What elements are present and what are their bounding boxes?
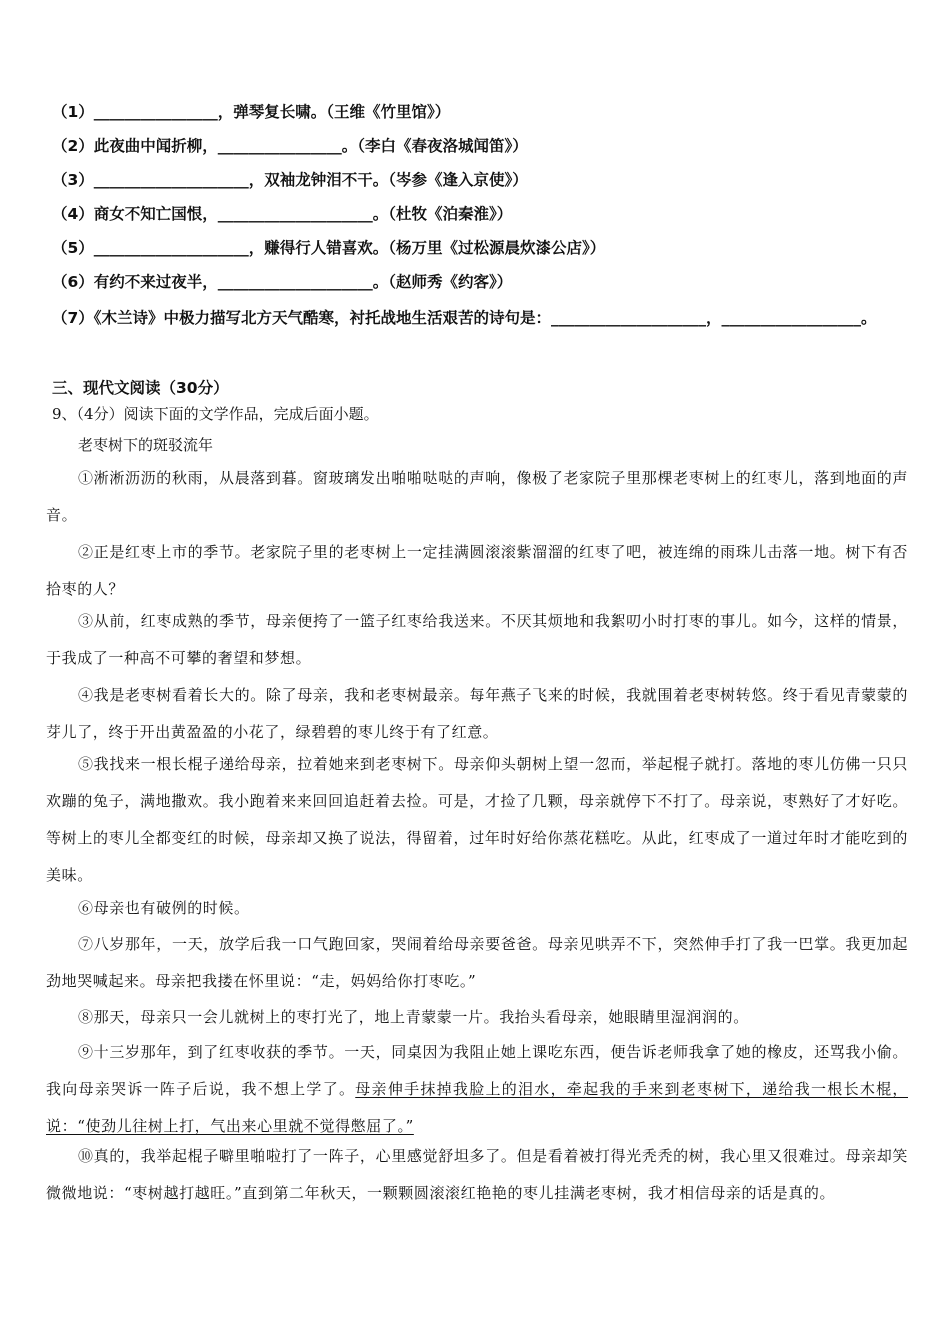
section-title: 三、现代文阅读（30分） (52, 379, 229, 397)
paragraph-4: ④我是老枣树看着长大的。除了母亲，我和老枣树最亲。每年燕子飞来的时候，我就围着老枣树转悠。终于看见青蒙蒙的芽儿了，终于开出黄盈盈的小花了，绿碧碧的枣儿终于有了红意。 (46, 686, 908, 741)
paragraph-8: ⑧那天，母亲只一会儿就树上的枣打光了，地上青蒙蒙一片。我抬头看母亲，她眼睛里湿润润的。 (78, 1008, 749, 1026)
blank-question-7: （7）《木兰诗》中极力描写北方天气酷寒，衬托战地生活艰苦的诗句是：____________________，__________________。 (52, 309, 877, 327)
paragraph-6: ⑥母亲也有破例的时候。 (78, 899, 250, 917)
blank-question-6: （6）有约不来过夜半，____________________。（赵师秀《约客》） (52, 273, 513, 291)
paragraph-9 (46, 1034, 908, 1145)
paragraph-10: ⑩真的，我举起棍子噼里啪啦打了一阵子，心里感觉舒坦多了。但是看着被打得光秃秃的树，我心里又很难过。母亲却笑微微地说：“枣树越打越旺。”直到第二年秋天，一颗颗圆滚滚红艳艳的枣儿挂满老枣树，我才相信母亲的话是真的。 (46, 1147, 908, 1202)
article-title: 老枣树下的斑驳流年 (78, 436, 214, 454)
paragraph-2: ②正是红枣上市的季节。老家院子里的老枣树上一定挂满圆滚滚紫溜溜的红枣了吧，被连绵的雨珠儿击落一地。树下有否拾枣的人？ (46, 543, 908, 598)
paragraph-9-text: ⑨十三岁那年，到了红枣收获的季节。一天，同桌因为我阻止她上课吃东西，便告诉老师我拿了她的橡皮，还骂我小偷。我向母亲哭诉一阵子后说，我不想上学了。 (46, 1043, 908, 1098)
question-9-prompt: 9、（4分）阅读下面的文学作品，完成后面小题。 (52, 405, 379, 423)
blank-question-4: （4）商女不知亡国恨，____________________。（杜牧《泊秦淮》） (52, 205, 513, 223)
blank-question-2: （2）此夜曲中闻折柳，________________。（李白《春夜洛城闻笛》） (52, 137, 528, 155)
blank-question-1: （1）________________，弹琴复长啸。（王维《竹里馆》） (52, 103, 451, 121)
blank-question-3: （3）____________________，双袖龙钟泪不干。（岑参《逢入京使》） (52, 171, 528, 189)
blank-question-5: （5）____________________，赚得行人错喜欢。（杨万里《过松源晨炊漆公店》） (52, 239, 606, 257)
paragraph-3: ③从前，红枣成熟的季节，母亲便挎了一篮子红枣给我送来。不厌其烦地和我絮叨小时打枣的事儿。如今，这样的情景，于我成了一种高不可攀的奢望和梦想。 (46, 612, 908, 667)
paragraph-5: ⑤我找来一根长棍子递给母亲，拉着她来到老枣树下。母亲仰头朝树上望一忽而，举起棍子就打。落地的枣儿仿佛一只只欢蹦的兔子，满地撒欢。我小跑着来来回回追赶着去捡。可是，才捡了几颗，母亲就停下不打了。母亲说，枣熟好了才好吃。等树上的枣儿全都变红的时候，母亲却又换了说法，得留着，过年时好给你蒸花糕吃。从此，红枣成了一道过年时才能吃到的美味。 (46, 755, 908, 884)
paragraph-9-underlined-text: 母亲伸手抹掉我脸上的泪水，牵起我的手来到老枣树下，递给我一根长木棍，说：“使劲儿往树上打，气出来心里就不觉得憋屈了。” (46, 1080, 908, 1135)
paragraph-1: ①淅淅沥沥的秋雨，从晨落到暮。窗玻璃发出啪啪哒哒的声响，像极了老家院子里那棵老枣树上的红枣儿，落到地面的声音。 (46, 469, 908, 524)
paragraph-7: ⑦八岁那年，一天，放学后我一口气跑回家，哭闹着给母亲要爸爸。母亲见哄弄不下，突然伸手打了我一巴掌。我更加起劲地哭喊起来。母亲把我搂在怀里说：“走，妈妈给你打枣吃。” (46, 935, 908, 990)
